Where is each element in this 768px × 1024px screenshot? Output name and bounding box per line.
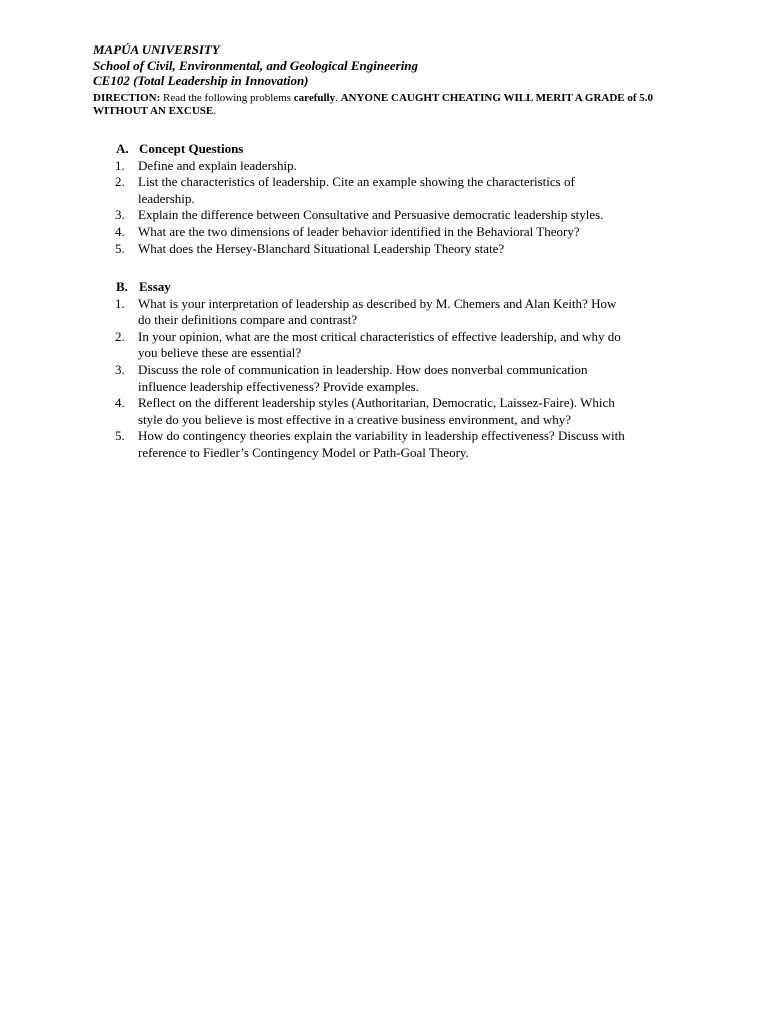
direction-text-part1: Read the following problems	[160, 91, 294, 104]
question-text: In your opinion, what are the most critical characteristics of effective leadership, and why do you believe these are essential?	[138, 328, 621, 361]
direction-end: .	[213, 105, 216, 117]
question-text: Reflect on the different leadership styles (Authoritarian, Democratic, Laissez-Faire). Which style do you believe is most effective in a creative business environment, and why?	[138, 395, 615, 427]
question-item	[115, 174, 685, 207]
question-number: 5.	[115, 240, 125, 256]
section-title: Concept Questions	[139, 141, 244, 156]
question-text: List the characteristics of leadership. Cite an example showing the characteristics of leadership.	[138, 174, 575, 206]
direction-label: DIRECTION:	[93, 91, 161, 104]
question-item	[115, 207, 685, 224]
question-number: 5.	[115, 428, 125, 444]
question-number: 3.	[115, 207, 125, 223]
question-item	[115, 329, 685, 362]
course-title: CE102 (Total Leadership in Innovation)	[93, 73, 309, 88]
school-name: School of Civil, Environmental, and Geological Engineering	[93, 57, 419, 73]
university-name: MAPÚA UNIVERSITY	[93, 42, 220, 57]
document-header	[93, 42, 693, 119]
question-item	[115, 296, 685, 329]
question-text: What is your interpretation of leadership as described by M. Chemers and Alan Keith? How do their definitions compare and contrast?	[138, 295, 617, 328]
question-text: What does the Hersey-Blanchard Situational Leadership Theory state?	[138, 240, 505, 256]
question-number: 4.	[115, 395, 125, 411]
section-essay	[116, 279, 686, 462]
question-number: 2.	[115, 328, 125, 344]
question-text: Explain the difference between Consultative and Persuasive democratic leadership styles.	[138, 207, 604, 223]
question-item	[115, 428, 685, 461]
question-text: Discuss the role of communication in leadership. How does nonverbal communication influence leadership effectiveness? Provide examples.	[138, 361, 588, 394]
section-letter: A.	[116, 141, 129, 156]
direction-text	[93, 92, 678, 119]
section-heading	[116, 279, 686, 296]
question-number: 4.	[115, 223, 125, 239]
question-text: Define and explain leadership.	[138, 157, 297, 173]
question-text: How do contingency theories explain the variability in leadership effectiveness? Discuss with reference to Fiedler’s Contingency Model or Path-Goal Theory.	[138, 428, 625, 460]
question-item	[115, 362, 685, 395]
section-concept-questions	[116, 141, 686, 257]
cheating-warning: ANYONE CAUGHT CHEATING WILL MERIT A GRADE of 5.0 WITHOUT AN EXCUSE	[93, 91, 654, 117]
section-heading	[116, 141, 686, 158]
section-letter: B.	[116, 279, 128, 294]
question-number: 1.	[115, 157, 125, 173]
question-item	[115, 158, 685, 175]
section-title: Essay	[139, 279, 171, 294]
question-item	[115, 395, 685, 428]
question-text: What are the two dimensions of leader behavior identified in the Behavioral Theory?	[138, 223, 580, 239]
question-item	[115, 241, 685, 258]
direction-text-part2: .	[335, 91, 341, 104]
question-number: 3.	[115, 361, 125, 377]
question-number: 2.	[115, 174, 125, 190]
question-number: 1.	[115, 295, 125, 311]
question-item	[115, 224, 685, 241]
direction-emphasis: carefully	[293, 91, 336, 104]
